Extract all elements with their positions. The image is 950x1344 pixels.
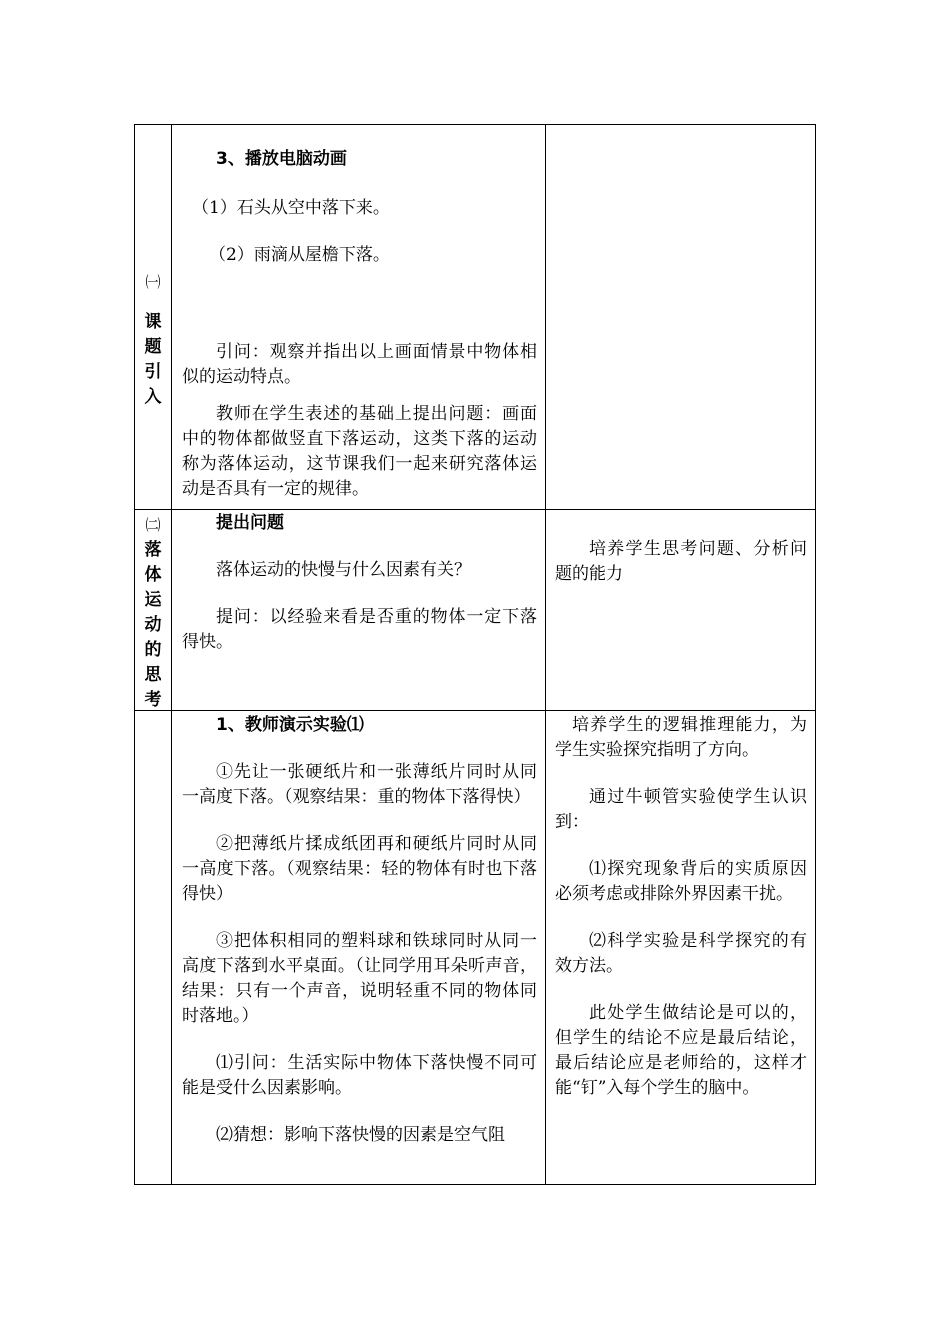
section2-title-char: 动 [144, 615, 162, 635]
section2-note: 培养学生思考问题、分析问题的能力 [555, 539, 807, 584]
section3-q1: ⑴引问：生活实际中物体下落快慢不同可能是受什么因素影响。 [182, 1053, 537, 1098]
section1-item1: （1）石头从空中落下来。 [192, 198, 390, 218]
section1-number: ㈠ [145, 273, 161, 291]
section1-para2: 教师在学生表述的基础上提出问题：画面中的物体都做竖直下落运动，这类下落的运动称为落体运动，这节课我们一起来研究落体运动是否具有一定的规律。 [182, 404, 537, 499]
section3-heading: 1、教师演示实验⑴ [216, 715, 364, 735]
section1-item2: （2）雨滴从屋檐下落。 [209, 245, 390, 265]
row-divider-2 [135, 710, 815, 711]
section3-note5: 此处学生做结论是可以的，但学生的结论不应是最后结论，最后结论应是老师给的，这样才能“钉”入每个学生的脑中。 [555, 1003, 807, 1098]
section2-title-char: 思 [144, 665, 162, 685]
section1-heading: 3、播放电脑动画 [216, 149, 347, 169]
section1-title-char: 入 [144, 387, 162, 407]
section2-title-char: 落 [144, 540, 162, 560]
section3-note2: 通过牛顿管实验使学生认识到： [555, 787, 807, 832]
section2-para1: 落体运动的快慢与什么因素有关？ [216, 560, 471, 580]
section2-title-char: 体 [144, 565, 162, 585]
section2-title-char: 运 [144, 590, 162, 610]
section3-notes [546, 713, 815, 1101]
section1-label [135, 270, 171, 410]
section3-note4: ⑵科学实验是科学探究的有效方法。 [555, 931, 807, 976]
section3-note1: 培养学生的逻辑推理能力，为学生实验探究指明了方向。 [555, 715, 807, 760]
section2-title-char: 的 [144, 640, 162, 660]
section3-content [172, 713, 545, 1148]
section1-para1: 引问：观察并指出以上画面情景中物体相似的运动特点。 [182, 342, 537, 387]
section3-note3: ⑴探究现象背后的实质原因必须考虑或排除外界因素干扰。 [555, 859, 807, 904]
section1-title-char: 引 [144, 362, 162, 382]
section2-number: ㈡ [145, 516, 161, 534]
section3-exp1: ①先让一张硬纸片和一张薄纸片同时从同一高度下落。（观察结果：重的物体下落得快） [182, 762, 537, 807]
section2-label [135, 513, 171, 713]
row-divider-1 [135, 509, 815, 510]
section2-heading: 提出问题 [216, 513, 284, 533]
section1-title-char: 题 [144, 337, 162, 357]
section2-title-char: 考 [144, 690, 162, 710]
section1-content [172, 147, 545, 502]
section3-q2: ⑵猜想：影响下落快慢的因素是空气阻 [216, 1125, 505, 1145]
lesson-plan-table [134, 124, 816, 1185]
section2-content [172, 511, 545, 655]
section3-exp2: ②把薄纸片揉成纸团再和硬纸片同时从同一高度下落。（观察结果：轻的物体有时也下落得快） [182, 834, 537, 904]
section3-exp3: ③把体积相同的塑料球和铁球同时从同一高度下落到水平桌面。（让同学用耳朵听声音，结果：只有一个声音，说明轻重不同的物体同时落地。） [182, 931, 537, 1026]
section2-para2: 提问：以经验来看是否重的物体一定下落得快。 [182, 607, 537, 652]
section1-title-char: 课 [144, 312, 162, 332]
